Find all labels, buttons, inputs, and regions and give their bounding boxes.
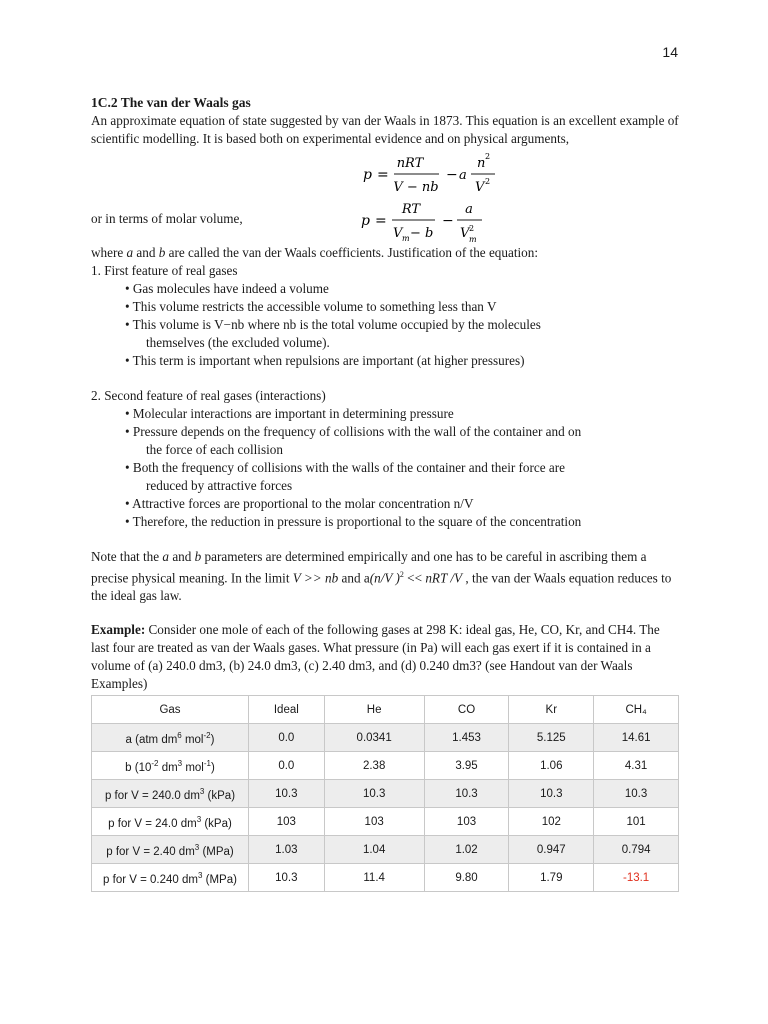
table-cell: 4.31: [594, 752, 679, 780]
table-cell: 9.80: [424, 864, 509, 892]
eq2-den2-exp: 2: [469, 224, 475, 233]
eq1-num2-exp: 2: [485, 152, 491, 161]
eq2-den2-sub: m: [469, 235, 477, 244]
note-p4: and a: [338, 570, 370, 586]
table-cell: 2.38: [324, 752, 424, 780]
note-a: a: [162, 549, 170, 564]
list-item-continuation: [91, 334, 681, 352]
table-cell: 103: [324, 808, 424, 836]
note-p1: Note that the: [91, 549, 163, 564]
note-b: b: [194, 549, 202, 564]
note-sq: 2: [399, 570, 404, 579]
note-p2: and: [169, 549, 195, 564]
table-cell: 1.06: [509, 752, 594, 780]
table-cell-negative: -13.1: [594, 864, 679, 892]
coeff-mid: and: [133, 245, 159, 260]
list-item-continuation: [91, 477, 681, 495]
table-cell: 10.3: [249, 780, 325, 808]
note-limit2: (n/V ): [369, 570, 400, 586]
molar-intro: or in terms of molar volume,: [91, 211, 243, 226]
example-paragraph: [91, 621, 681, 693]
row-label: p for V = 240.0 $dm^3$ (kPa): [92, 780, 249, 808]
eq1-den2: V: [475, 180, 485, 195]
note-paragraph: [91, 548, 681, 605]
eq1-minus: −: [446, 167, 458, 183]
list-item: • This volume is V−nb where nb is the total volume occupied by the molecules: [125, 317, 541, 332]
table-cell: 10.3: [594, 780, 679, 808]
table-header: Ideal: [249, 696, 325, 724]
eq1-num2: n: [477, 156, 486, 171]
table-cell: 103: [424, 808, 509, 836]
table-row: [92, 864, 679, 892]
list-item-cont-text: the force of each collision: [146, 442, 283, 457]
row-label: p for V = 0.240 $dm^3$ (MPa): [92, 864, 249, 892]
eq1-num1: nRT: [396, 156, 424, 171]
feature1-list: [91, 280, 681, 370]
table-cell: 14.61: [594, 724, 679, 752]
section-title: 1C.2 The van der Waals gas: [91, 95, 251, 110]
table-row: [92, 724, 679, 752]
table-cell: 10.3: [249, 864, 325, 892]
table-row: [92, 808, 679, 836]
table-row: [92, 780, 679, 808]
row-label: a (atm $dm^6$ mol$^{-2}$): [92, 724, 249, 752]
table-cell: 11.4: [324, 864, 424, 892]
intro-paragraph: An approximate equation of state suggested by van der Waals in 1873. This equation is an excellent example of scientific modelling. It is based both on experimental evidence and on physical arguments,: [91, 113, 679, 146]
table-cell: 1.03: [249, 836, 325, 864]
table-header: Kr: [509, 696, 594, 724]
list-item-cont-text: reduced by attractive forces: [146, 478, 293, 493]
equation-1-svg: [363, 150, 513, 196]
table-cell: 102: [509, 808, 594, 836]
coeff-a: a: [126, 245, 134, 260]
feature2-title: 2. Second feature of real gases (interactions): [91, 388, 326, 403]
table-row: [92, 752, 679, 780]
list-item-cont-text: themselves (the excluded volume).: [146, 335, 330, 350]
table-cell: 1.79: [509, 864, 594, 892]
table-cell: 3.95: [424, 752, 509, 780]
equation-molar-row: [91, 196, 681, 244]
coeff-b: b: [158, 245, 166, 260]
table-cell: 101: [594, 808, 679, 836]
eq2-den1-V: V: [393, 226, 403, 241]
table-cell: 103: [249, 808, 325, 836]
table-header: He: [324, 696, 424, 724]
eq2-den1-sub: m: [402, 234, 410, 243]
example-label: Example:: [91, 622, 146, 638]
row-label: p for V = 2.40 $dm^3$ (MPa): [92, 836, 249, 864]
example-text: Consider one mole of each of the following gases at 298 K: ideal gas, He, CO, Kr, and CH4. The last four are treated as van der Waals gases. What pressure (in Pa) will each gas exert if it is contained in a volume of (a) 240.0 dm3, (b) 24.0 dm3, (c) 2.40 dm3, and (d) 0.240 dm3? (see Handout van der Waals Examples): [91, 622, 660, 692]
eq1-den2-exp: 2: [485, 177, 491, 186]
list-item: • Both the frequency of collisions with the walls of the container and their force are: [125, 460, 566, 475]
table-cell: 0.0: [249, 724, 325, 752]
eq1-den1: V − nb: [393, 180, 439, 195]
eq1-p: p: [363, 167, 372, 183]
list-item: • Attractive forces are proportional to the molar concentration n/V: [125, 496, 474, 511]
table-header: CO: [424, 696, 509, 724]
list-item: • This term is important when repulsions are important (at higher pressures): [125, 353, 525, 368]
row-label: p for V = 24.0 $dm^3$ (kPa): [92, 808, 249, 836]
equation-2-svg: [361, 196, 511, 244]
coefficients-sentence: [91, 244, 681, 262]
table-cell: 1.02: [424, 836, 509, 864]
table-cell: 1.04: [324, 836, 424, 864]
note-p6: , the van der Waals equation reduces to the ideal gas law.: [91, 570, 672, 604]
eq1-equals: =: [377, 167, 389, 183]
table-cell: 5.125: [509, 724, 594, 752]
eq1-a: a: [459, 168, 467, 183]
table-cell: 1.453: [424, 724, 509, 752]
feature2-list: [91, 405, 681, 531]
note-limit1: V >> nb: [292, 570, 339, 586]
table-header: CH₄: [594, 696, 679, 724]
list-item: • Molecular interactions are important in determining pressure: [125, 406, 454, 421]
list-item: • Therefore, the reduction in pressure is proportional to the square of the concentration: [125, 514, 582, 529]
eq2-equals: =: [375, 213, 387, 229]
coeff-post: are called the van der Waals coefficients. Justification of the equation:: [165, 245, 539, 260]
eq2-minus: −: [442, 213, 454, 229]
equation-van-der-waals: [91, 148, 681, 196]
van-der-waals-table: [91, 695, 679, 892]
table-row: [92, 836, 679, 864]
table-cell: 0.947: [509, 836, 594, 864]
table-cell: 10.3: [424, 780, 509, 808]
coeff-pre: where: [91, 245, 127, 260]
eq2-den1-rest: − b: [410, 226, 434, 241]
list-item-continuation: [91, 441, 681, 459]
note-p5: <<: [403, 570, 426, 586]
list-item: • Pressure depends on the frequency of collisions with the wall of the container and on: [125, 424, 582, 439]
row-label: b ($10^{-2}$ $dm^3$ mol$^{-1}$): [92, 752, 249, 780]
table-cell: 0.0: [249, 752, 325, 780]
page-number: 14: [662, 44, 678, 60]
table-cell: 10.3: [509, 780, 594, 808]
eq2-den2: V: [460, 226, 470, 241]
document-body: [91, 94, 681, 892]
eq2-num1: RT: [401, 202, 421, 217]
eq2-num2: a: [465, 202, 473, 217]
note-limit3: nRT /V: [425, 570, 463, 586]
eq2-p: p: [361, 213, 370, 229]
table-cell: 10.3: [324, 780, 424, 808]
feature1-title: 1. First feature of real gases: [91, 263, 238, 278]
list-item: • This volume restricts the accessible volume to something less than V: [125, 299, 497, 314]
table-header: Gas: [92, 696, 249, 724]
table-cell: 0.794: [594, 836, 679, 864]
note-p3: parameters are determined empirically and one has to be careful in ascribing them a precise physical meaning. In the limit: [91, 549, 647, 586]
table-cell: 0.0341: [324, 724, 424, 752]
list-item: • Gas molecules have indeed a volume: [125, 281, 329, 296]
table-header-row: [92, 696, 679, 724]
